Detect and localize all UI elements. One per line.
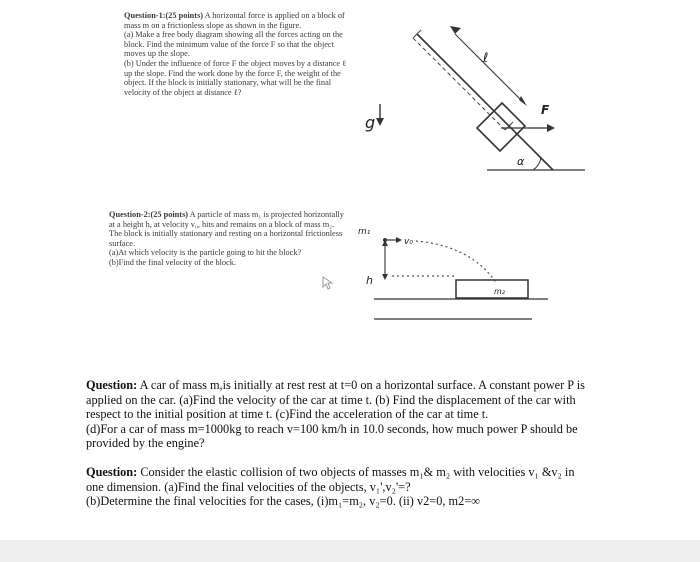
question-2-part-b: (b)Find the final velocity of the block. — [109, 257, 236, 267]
question-1 — [124, 11, 350, 97]
question-4-text: Consider the elastic collision of two objects of masses m₁& m₂ with velocities v₁ &v₂ in one dimension. (a)Find the final velocities of the objects, v₁',v₂'=? — [86, 465, 575, 494]
question-4 — [86, 465, 586, 509]
distance-dashed-line — [413, 38, 505, 130]
question-3 — [86, 378, 586, 451]
question-3-label: Question: — [86, 378, 138, 392]
question-2 — [109, 210, 345, 268]
force-arrow-head — [547, 124, 555, 132]
question-4-label: Question: — [86, 465, 138, 479]
distance-arrow-head — [519, 96, 527, 106]
question-1-heading: Question-1:(25 points) — [124, 11, 204, 20]
question-2-intro: A particle of mass m₁ is projected horizontally at a height h, at velocity v₀, hits and remains on a block of mass m₂. The block is initially stationary and resting on a horizontal frictionless surface. — [109, 210, 344, 248]
height-label: h — [366, 274, 373, 287]
mass1-label: m₁ — [358, 227, 371, 237]
height-arrow-bottom — [382, 274, 388, 280]
block — [477, 103, 525, 151]
slope-figure — [355, 18, 595, 188]
distance-label: ℓ — [483, 51, 489, 66]
distance-arrow-tail — [450, 26, 461, 34]
question-1-intro: A horizontal force is applied on a block of mass m on a frictionless slope as shown in the figure. — [124, 11, 345, 30]
mouse-cursor-icon — [322, 276, 336, 290]
height-arrow-top — [382, 240, 388, 246]
angle-label: α — [517, 155, 525, 168]
question-2-heading: Question-2:(25 points) — [109, 210, 189, 219]
distance-arrow-line — [455, 34, 523, 102]
gravity-arrow-head — [376, 118, 384, 126]
question-3-part-d: (d)For a car of mass m=1000kg to reach v=100 km/h in 10.0 seconds, how much power P should be provided by the engine? — [86, 421, 578, 451]
gravity-label: g — [365, 113, 376, 132]
velocity-arrow-head — [396, 237, 402, 243]
question-3-text: A car of mass m,is initially at rest rest at t=0 on a horizontal surface. A constant power P is applied on the car. (a)Find the velocity of the car at time t. (b) Find the displacement of the car with respect to the initial position at time t. (c)Find the acceleration of the car at time t. — [86, 378, 585, 422]
angle-arc — [533, 157, 541, 170]
question-1-part-b: (b) Under the influence of force F the object moves by a distance ℓ up the slope. Find the work done by the force F, the weight of the object. If the block is initially stationary, what will be the final velocity of the object at distance ℓ? — [124, 58, 347, 97]
mass2-label: m₂ — [494, 287, 505, 296]
question-4-part-b: (b)Determine the final velocities for the cases, (i)m₁=m₂, v₂=0. (ii) v2=0, m2=∞ — [86, 494, 480, 509]
projectile-figure — [352, 224, 552, 324]
bottom-margin — [0, 540, 700, 562]
question-1-part-a: (a) Make a free body diagram showing all the forces acting on the block. Find the minimum value of the force F so that the object moves up the slope. — [124, 30, 343, 59]
question-2-part-a: (a)At which velocity is the particle going to hit the block? — [109, 248, 302, 258]
velocity-label: v₀ — [404, 237, 413, 247]
block-m2 — [456, 280, 528, 298]
trajectory — [416, 241, 497, 284]
force-label: F — [541, 103, 550, 117]
